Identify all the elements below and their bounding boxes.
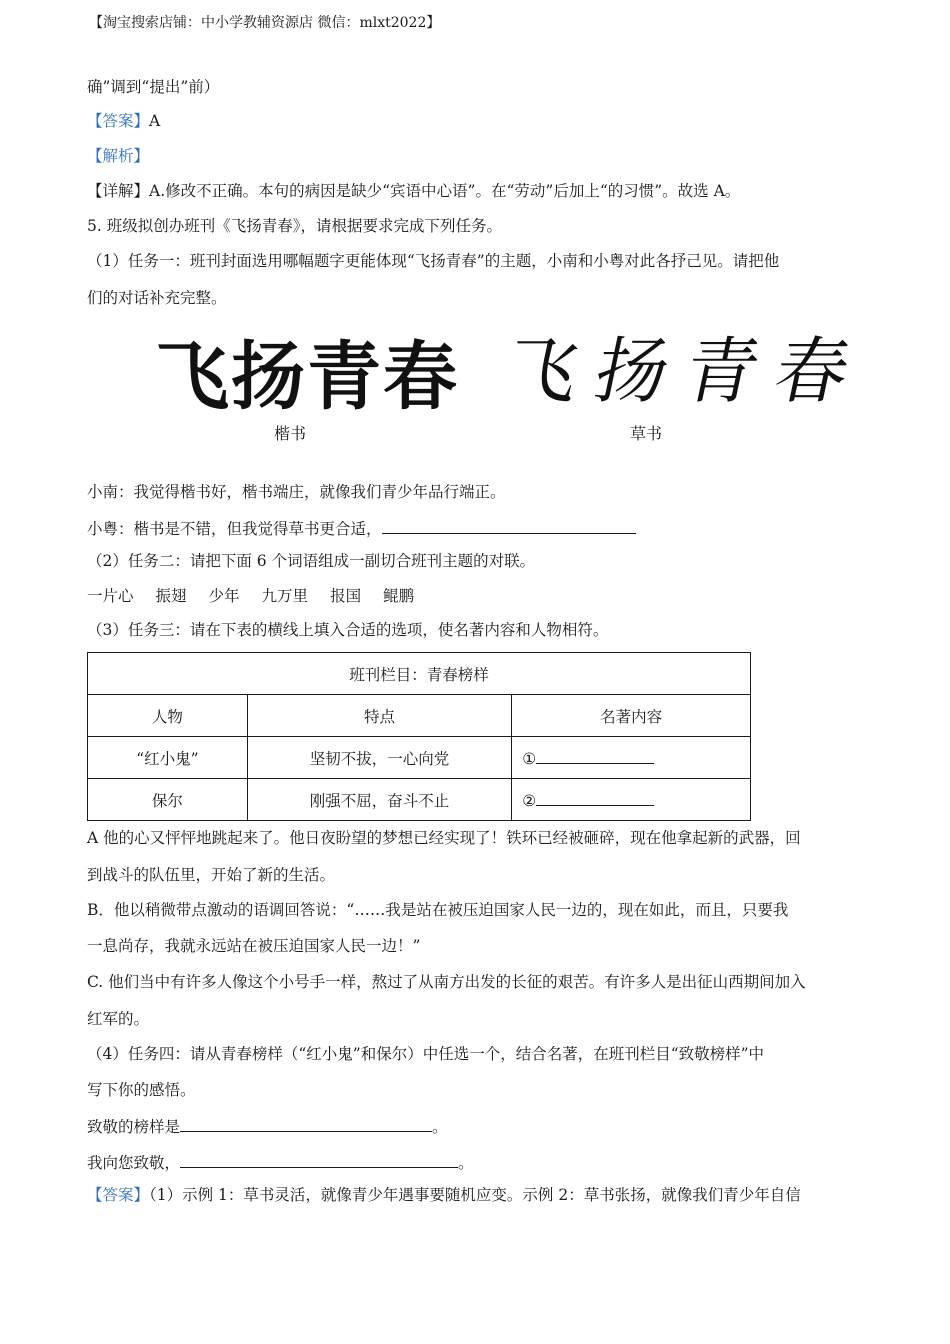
person-cell: 保尔 (88, 779, 248, 821)
answer-value: A (149, 112, 161, 130)
option-b-line1: B．他以稍微带点激动的语调回答说：“……我是站在被压迫国家人民一边的，现在如此，而且，只要我 (87, 901, 789, 919)
word-item: 报国 (330, 587, 362, 605)
option-b-line2: 一息尚存，我就永远站在被压迫国家人民一边！” (87, 937, 421, 955)
analysis-tag: 【解析】 (87, 147, 150, 165)
xiangnin-line (87, 1151, 474, 1173)
task4-line2: 写下你的感悟。 (87, 1081, 196, 1099)
answer-text-q5: （1）示例 1：草书灵活，就像青少年遇事要随机应变。示例 2：草书张扬，就像我们青少年自信 (149, 1186, 801, 1204)
task2-line: （2）任务二：请把下面 6 个词语组成一副切合班刊主题的对联。 (87, 552, 536, 570)
answer-blank-zhijing[interactable] (180, 1115, 432, 1132)
word-list (87, 586, 436, 606)
header-person: 人物 (88, 695, 248, 737)
task1-line2: 们的对话补充完整。 (87, 289, 227, 307)
option-c-line1: C. 他们当中有许多人像这个小号手一样，熬过了从南方出发的长征的艰苦。有许多人是出征山西期间加入 (87, 973, 806, 991)
word-item: 九万里 (261, 587, 309, 605)
answer-blank-table-2[interactable] (536, 789, 654, 806)
person-cell: “红小鬼” (88, 737, 248, 779)
header-trait: 特点 (247, 695, 512, 737)
table-row (88, 779, 751, 821)
xiangnin-period: 。 (458, 1154, 474, 1172)
detail-text: A.修改不正确。本句的病因是缺少“宾语中心语”。在“劳动”后加上“的习惯”。故选 A。 (149, 182, 741, 200)
xiaoyue-line (87, 517, 636, 539)
header-content: 名著内容 (512, 695, 751, 737)
answer-tag: 【答案】 (87, 112, 150, 130)
q5-intro: 5. 班级拟创办班刊《飞扬青春》，请根据要求完成下列任务。 (87, 217, 502, 235)
calligraphy-figure (150, 329, 876, 450)
table-title: 班刊栏目：青春榜样 (88, 653, 751, 695)
shop-header: 【淘宝搜索店铺：中小学教辅资源店 微信：mlxt2022】 (89, 15, 441, 31)
answer-tag-q5: 【答案】 (87, 1186, 150, 1204)
word-item: 鲲鹏 (383, 587, 415, 605)
caoshu-label: 草书 (630, 424, 663, 443)
xiaonan-line: 小南：我觉得楷书好，楷书端庄，就像我们青少年品行端正。 (87, 483, 506, 501)
option-a-line1: A 他的心又怦怦地跳起来了。他日夜盼望的梦想已经实现了！铁环已经被砸碎，现在他拿起新的武器，回 (87, 829, 801, 847)
kaishu-text: 飞扬青春 (155, 334, 459, 420)
circle-number: ② (522, 792, 537, 810)
zhijing-line (87, 1115, 448, 1137)
answer-blank-table-1[interactable] (536, 747, 654, 764)
role-model-table (87, 652, 751, 821)
table-row (88, 737, 751, 779)
kaishu-label: 楷书 (274, 424, 307, 443)
trait-cell: 刚强不屈，奋斗不止 (247, 779, 512, 821)
calligraphy-svg (150, 329, 876, 450)
task4-line1: （4）任务四：请从青春榜样（“红小鬼”和保尔）中任选一个，结合名著，在班刊栏目“致敬榜样”中 (87, 1045, 765, 1063)
circle-number: ① (522, 750, 537, 768)
xiaoyue-text: 小粤：楷书是不错，但我觉得草书更合适， (87, 520, 382, 538)
word-item: 振翅 (155, 587, 187, 605)
task1-line1: （1）任务一：班刊封面选用哪幅题字更能体现“飞扬青春”的主题，小南和小粤对此各抒己见。请把他 (87, 252, 780, 270)
xiangnin-text: 我向您致敬， (87, 1154, 181, 1172)
answer-blank-1[interactable] (382, 517, 636, 534)
content-cell (512, 779, 751, 821)
task3-line: （3）任务三：请在下表的横线上填入合适的选项，使名著内容和人物相符。 (87, 621, 609, 639)
trait-cell: 坚韧不拔，一心向党 (247, 737, 512, 779)
option-c-line2: 红军的。 (87, 1010, 150, 1028)
zhijing-period: 。 (432, 1118, 448, 1136)
prev-question-tail: 确”调到“提出”前） (87, 78, 220, 96)
answer-blank-xiangnin[interactable] (180, 1151, 458, 1168)
detail-tag: 【详解】 (87, 182, 150, 200)
word-item: 少年 (208, 587, 240, 605)
content-cell (512, 737, 751, 779)
detail-line (87, 181, 740, 201)
caoshu-text: 飞扬青春 (497, 329, 876, 414)
zhijing-text: 致敬的榜样是 (87, 1118, 181, 1136)
prev-answer-line (87, 111, 160, 131)
option-a-line2: 到战斗的队伍里，开始了新的生活。 (87, 866, 336, 884)
answer-line (87, 1185, 801, 1205)
word-item: 一片心 (87, 587, 134, 605)
